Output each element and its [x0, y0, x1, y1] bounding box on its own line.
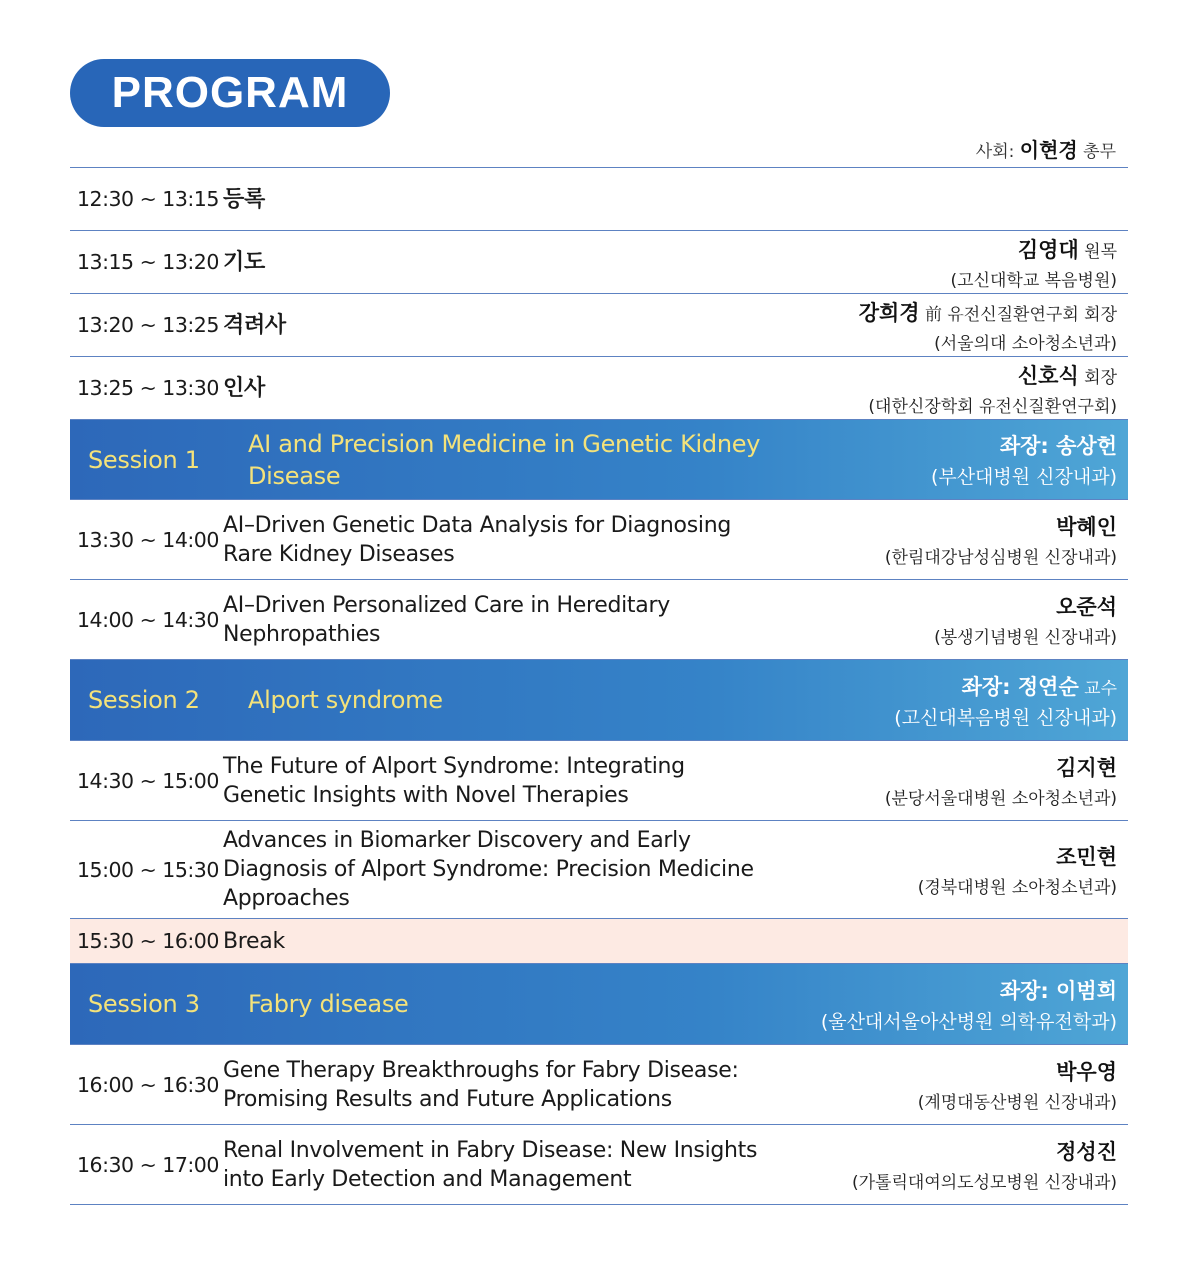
session-title-line: Fabry disease — [248, 990, 409, 1018]
session-title — [248, 684, 894, 716]
speaker-affiliation: (봉생기념병원 신장내과) — [934, 628, 1117, 648]
talk-title — [223, 826, 918, 913]
speaker-block — [918, 841, 1128, 898]
row-title: 등록 — [223, 186, 265, 212]
speaker-block — [918, 1056, 1128, 1113]
session-title — [248, 428, 931, 492]
talk-title-line: Rare Kidney Diseases — [223, 541, 455, 567]
talk-title — [223, 752, 885, 810]
session-title-line: Alport syndrome — [248, 686, 443, 714]
speaker-block — [951, 234, 1128, 291]
talk-time: 14:30 ~ 15:00 — [77, 768, 219, 793]
break-row — [70, 919, 1128, 964]
speaker-affiliation: (경북대병원 소아청소년과) — [917, 878, 1117, 898]
session-chair — [821, 975, 1128, 1034]
talk-title-line: AI–Driven Personalized Care in Hereditary — [223, 592, 670, 618]
speaker-name: 정성진 — [1056, 1140, 1117, 1164]
talk-title-line: Promising Results and Future Applications — [223, 1086, 672, 1112]
talk-title — [223, 591, 934, 649]
speaker-block — [852, 1136, 1128, 1193]
speaker-affiliation: (대한신장학회 유전신질환연구회) — [868, 396, 1117, 417]
speaker-name: 김지현 — [1056, 756, 1117, 780]
session-title-line: AI and Precision Medicine in Genetic Kidney — [248, 429, 761, 458]
chair-label: 좌장: — [999, 434, 1057, 458]
speaker-affiliation: (분당서울대병원 소아청소년과) — [884, 789, 1117, 809]
talk-time: 15:00 ~ 15:30 — [77, 857, 219, 882]
talk-row — [70, 500, 1128, 580]
talk-title-line: Diagnosis of Alport Syndrome: Precision Medicine — [223, 857, 754, 882]
break-title: Break — [223, 928, 285, 954]
speaker-name: 박우영 — [1056, 1060, 1117, 1084]
session-label: Session 3 — [88, 990, 200, 1018]
row-title: 기도 — [223, 249, 265, 275]
session-3-header — [70, 964, 1128, 1045]
speaker-name: 오준석 — [1056, 595, 1117, 619]
speaker-affiliation: (고신대학교 복음병원) — [950, 270, 1117, 291]
program-row-encouragement — [70, 294, 1128, 357]
speaker-block — [885, 752, 1128, 809]
moderator-line — [976, 134, 1116, 163]
session-title — [248, 988, 821, 1020]
speaker-block — [934, 591, 1128, 648]
speaker-role: 원목 — [1078, 241, 1117, 262]
program-table — [70, 167, 1128, 1205]
speaker-affiliation: (계명대동산병원 신장내과) — [917, 1093, 1117, 1113]
talk-title-line: Genetic Insights with Novel Therapies — [223, 782, 629, 808]
session-chair — [931, 430, 1128, 489]
row-title: 격려사 — [223, 312, 286, 338]
talk-row — [70, 741, 1128, 821]
chair-affiliation: (부산대병원 신장내과) — [930, 466, 1117, 488]
talk-title-line: AI–Driven Genetic Data Analysis for Diagnosing — [223, 512, 732, 538]
row-time: 13:20 ~ 13:25 — [77, 313, 219, 337]
talk-row — [70, 821, 1128, 919]
row-time: 12:30 ~ 13:15 — [77, 187, 219, 211]
talk-time: 13:30 ~ 14:00 — [77, 527, 219, 552]
talk-row — [70, 1045, 1128, 1125]
talk-title — [223, 511, 885, 569]
session-1-header — [70, 420, 1128, 500]
talk-time: 16:00 ~ 16:30 — [77, 1072, 219, 1097]
speaker-name: 강희경 — [858, 300, 920, 325]
talk-title-line: into Early Detection and Management — [223, 1166, 632, 1192]
speaker-affiliation: (한림대강남성심병원 신장내과) — [884, 548, 1117, 568]
break-time: 15:30 ~ 16:00 — [77, 929, 219, 953]
speaker-role: 前 유전신질환연구회 회장 — [919, 304, 1117, 325]
moderator-role: 총무 — [1077, 142, 1116, 162]
speaker-block — [885, 511, 1128, 568]
speaker-role: 회장 — [1078, 367, 1117, 388]
talk-title — [223, 1136, 852, 1194]
chair-label: 좌장: — [961, 674, 1018, 699]
speaker-name: 박혜인 — [1056, 515, 1117, 539]
talk-row — [70, 580, 1128, 660]
row-time: 13:25 ~ 13:30 — [77, 376, 219, 400]
talk-title-line: Advances in Biomarker Discovery and Early — [223, 828, 691, 853]
row-time: 13:15 ~ 13:20 — [77, 250, 219, 274]
session-label: Session 2 — [88, 686, 200, 714]
speaker-block — [868, 360, 1128, 417]
session-title-line: Disease — [248, 461, 341, 490]
talk-title-line: Approaches — [223, 886, 350, 911]
program-badge: PROGRAM — [70, 59, 390, 127]
program-row-registration — [70, 168, 1128, 231]
talk-time: 14:00 ~ 14:30 — [77, 607, 219, 632]
talk-row — [70, 1125, 1128, 1205]
talk-title — [223, 1056, 918, 1114]
chair-affiliation: (고신대복음병원 신장내과) — [894, 706, 1117, 729]
chair-name: 이범희 — [1056, 978, 1117, 1003]
chair-role: 교수 — [1078, 678, 1117, 699]
moderator-name: 이현경 — [1019, 138, 1078, 162]
chair-affiliation: (울산대서울아산병원 의학유전학과) — [820, 1010, 1117, 1033]
talk-title-line: Gene Therapy Breakthroughs for Fabry Disease: — [223, 1057, 739, 1083]
talk-title-line: Nephropathies — [223, 621, 381, 647]
speaker-name: 조민현 — [1056, 845, 1117, 869]
talk-time: 16:30 ~ 17:00 — [77, 1152, 219, 1177]
program-row-greeting — [70, 357, 1128, 420]
row-title: 인사 — [223, 375, 265, 401]
talk-title-line: The Future of Alport Syndrome: Integrating — [223, 753, 685, 779]
program-row-prayer — [70, 231, 1128, 294]
chair-label: 좌장: — [999, 978, 1057, 1003]
speaker-affiliation: (서울의대 소아청소년과) — [934, 333, 1117, 354]
chair-name: 정연순 — [1017, 674, 1079, 699]
speaker-block — [859, 297, 1128, 354]
talk-title-line: Renal Involvement in Fabry Disease: New Insights — [223, 1137, 758, 1163]
moderator-label: 사회: — [975, 142, 1020, 162]
session-chair — [894, 671, 1128, 730]
speaker-affiliation: (가톨릭대여의도성모병원 신장내과) — [852, 1173, 1117, 1193]
speaker-name: 김영대 — [1017, 237, 1079, 262]
speaker-name: 신호식 — [1017, 363, 1079, 388]
session-2-header — [70, 660, 1128, 741]
session-label: Session 1 — [88, 445, 200, 474]
chair-name: 송상헌 — [1056, 434, 1117, 458]
